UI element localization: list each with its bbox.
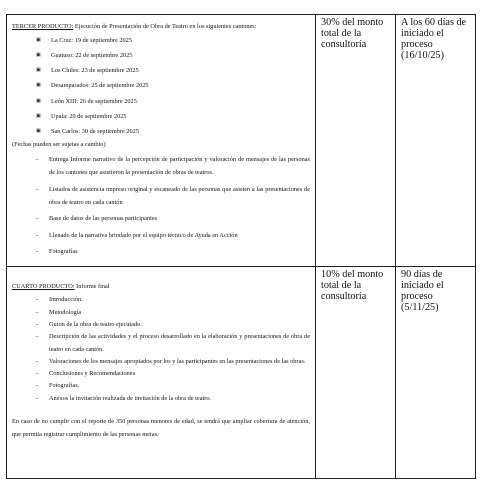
deliverable-item: - Fotografías: [36, 245, 310, 258]
report-section-item: - Introducción.: [36, 294, 310, 306]
report-section-item: - Fotografías.: [36, 380, 310, 392]
timing-cell: [396, 266, 476, 478]
description-cell: [7, 15, 316, 267]
canton-date-item: ▣ León XIII: 26 de septiembre 2025: [36, 96, 310, 111]
payment-percentage: 10% del monto total de la consultoría: [321, 268, 384, 302]
deliverable-item: - Llenado de la narrativa brindado por el equipo técnico de Ayuda en Acción: [36, 229, 310, 242]
canton-date-item: ▣ Upala: 29 de septiembre 2025: [36, 111, 310, 126]
canton-date-item: ▣ La Cruz: 19 de septiembre 2025: [36, 35, 310, 50]
deliverable-item: - Entrega Informe narrativo de la percepción de participación y valoración de mensajes de las personas de los cantones que asistieron la presentación de obras de teatros.: [36, 153, 310, 179]
deliverables-table: [6, 14, 476, 479]
canton-date-item: ▣ Desamparados: 25 de septiembre 2025: [36, 80, 310, 95]
payment-timing: 90 días de iniciado el proceso (5/11/25): [401, 268, 444, 313]
report-sections-list: [12, 294, 310, 405]
dates-note: (Fechas pueden ser sujetas a cambio): [12, 141, 106, 149]
canton-date-item: ▣ Guatuso: 22 de septiembre 2025: [36, 50, 310, 65]
percentage-cell: [316, 266, 396, 478]
product-heading: [12, 283, 310, 291]
product-title: CUARTO PRODUCTO:: [12, 282, 75, 290]
product-subtitle: Informe final: [74, 282, 110, 290]
canton-date-item: ▣ San Carlos: 30 de septiembre 2025: [36, 126, 310, 141]
deliverable-row-fourth-product: [7, 266, 476, 478]
product-heading: [12, 23, 310, 31]
deliverable-item: - Listados de asistencia impreso original y escaneado de las personas que asisten a las presentaciones de obra de teatro en cada cantón: [36, 183, 310, 209]
description-cell: [7, 266, 316, 478]
deliverable-items-list: [12, 153, 310, 258]
product-title: TERCER PRODUCTO:: [12, 23, 74, 30]
product-subtitle: Ejecución de Presentación de Obra de Teatro en los siguientes cantones:: [73, 23, 257, 30]
canton-schedule-list: [12, 35, 310, 141]
payment-timing: A los 60 días de iniciado el proceso (16/10/25): [401, 17, 467, 61]
deliverable-row-third-product: [7, 15, 476, 267]
canton-date-item: ▣ Los Chiles: 23 de septiembre 2025: [36, 65, 310, 80]
report-section-item: - Anexos la invitación realizada de invitación de la obra de teatro.: [36, 393, 310, 405]
report-section-item: - Guion de la obra de teatro ejecutado.: [36, 319, 310, 331]
deliverable-item: - Base de datos de las personas participantes: [36, 212, 310, 225]
report-section-item: - Valoraciones de los mensajes apropiados por los y las participantes en las presentaciones de las obras.: [36, 356, 310, 368]
coverage-condition-paragraph: En caso de no cumplir con el reporte de 350 personas menores de edad, se tendrá que ampliar cobertura de atención, que permita registrar cumplimiento de las personas metas.: [12, 418, 310, 439]
percentage-cell: [316, 15, 396, 267]
report-section-item: - Conclusiones y Recomendaciones: [36, 368, 310, 380]
timing-cell: [396, 15, 476, 267]
report-section-item: - Descripción de las actividades y el proceso desarrollado en la elaboración y presentaciones de obra de teatro en cada cantón.: [36, 331, 310, 356]
report-section-item: - Metodología: [36, 307, 310, 319]
payment-percentage: 30% del monto total de la consultoría: [321, 17, 384, 50]
